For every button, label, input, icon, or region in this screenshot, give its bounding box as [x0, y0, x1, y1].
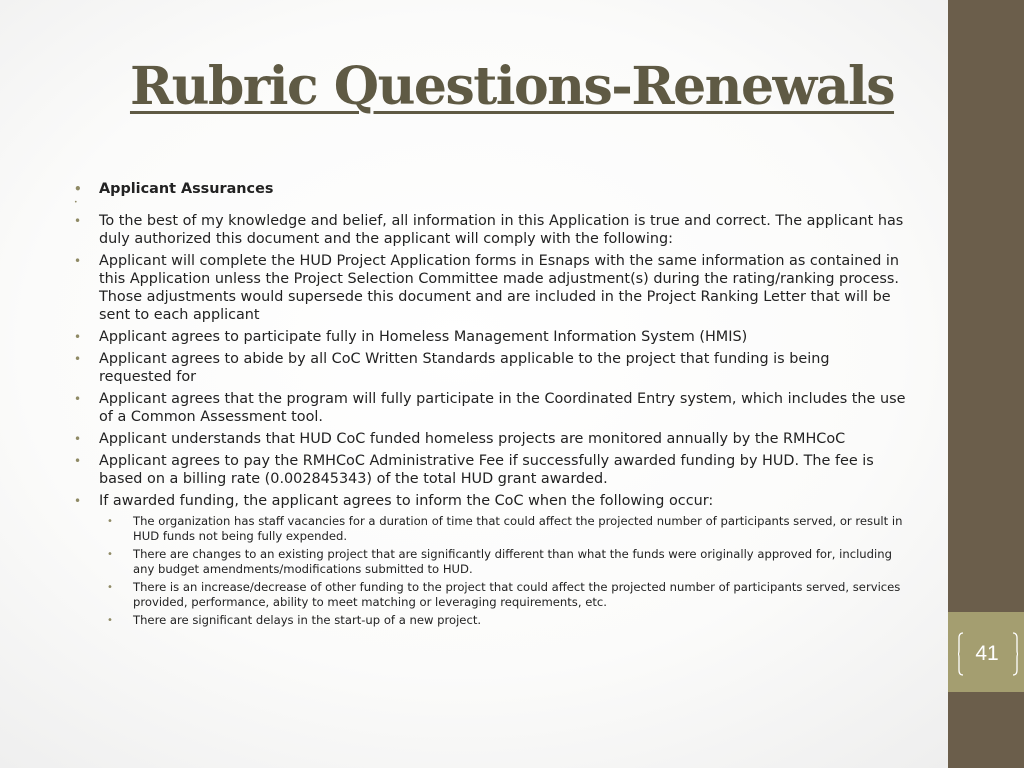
sub-list-item: • The organization has staff vacancies for a duration of time that could affect the projected number of participants served, or result in HUD funds not being fully expended. — [107, 514, 906, 544]
list-item: • Applicant understands that HUD CoC funded homeless projects are monitored annually by the RMHCoC — [74, 430, 906, 448]
list-item-label: If awarded funding, the applicant agrees to inform the CoC when the following occur: — [99, 493, 714, 509]
list-item-heading: • Applicant Assurances — [74, 180, 906, 198]
list-item-with-subitems — [74, 492, 906, 628]
list-item: • Applicant agrees to participate fully in Homeless Management Information System (HMIS) — [74, 328, 906, 346]
list-item: • Applicant will complete the HUD Project Application forms in Esnaps with the same information as contained in this Application unless the Project Selection Committee made adjustment(s) during the rating/ranking process. Those adjustments would supersede this document and are included in the Project Ranking Letter that will be sent to each applicant — [74, 252, 906, 324]
page-number: 41 — [975, 642, 999, 665]
list-item: • Applicant agrees to pay the RMHCoC Administrative Fee if successfully awarded funding by HUD. The fee is based on a billing rate (0.002845343) of the total HUD grant awarded. — [74, 452, 906, 488]
right-brace-icon — [1012, 632, 1018, 676]
list-item: • Applicant agrees that the program will fully participate in the Coordinated Entry system, which includes the use of a Common Assessment tool. — [74, 390, 906, 426]
sub-bullet-list — [107, 514, 906, 628]
list-item: • To the best of my knowledge and belief, all information in this Application is true and correct. The applicant has duly authorized this document and the applicant will comply with the following: — [74, 212, 906, 248]
bullet-list — [74, 180, 906, 632]
slide-title: Rubric Questions-Renewals — [129, 56, 895, 117]
sub-list-item: • There are significant delays in the start-up of a new project. — [107, 613, 906, 628]
sub-list-item: • There is an increase/decrease of other funding to the project that could affect the projected number of participants served, services provided, performance, ability to meet matching or leveraging requirements, etc. — [107, 580, 906, 610]
sub-list-item: • There are changes to an existing project that are significantly different than what the funds were originally approved for, including any budget amendments/modifications submitted to HUD. — [107, 547, 906, 577]
list-item-empty — [74, 201, 906, 206]
list-item: • Applicant agrees to abide by all CoC Written Standards applicable to the project that funding is being requested for — [74, 350, 906, 386]
